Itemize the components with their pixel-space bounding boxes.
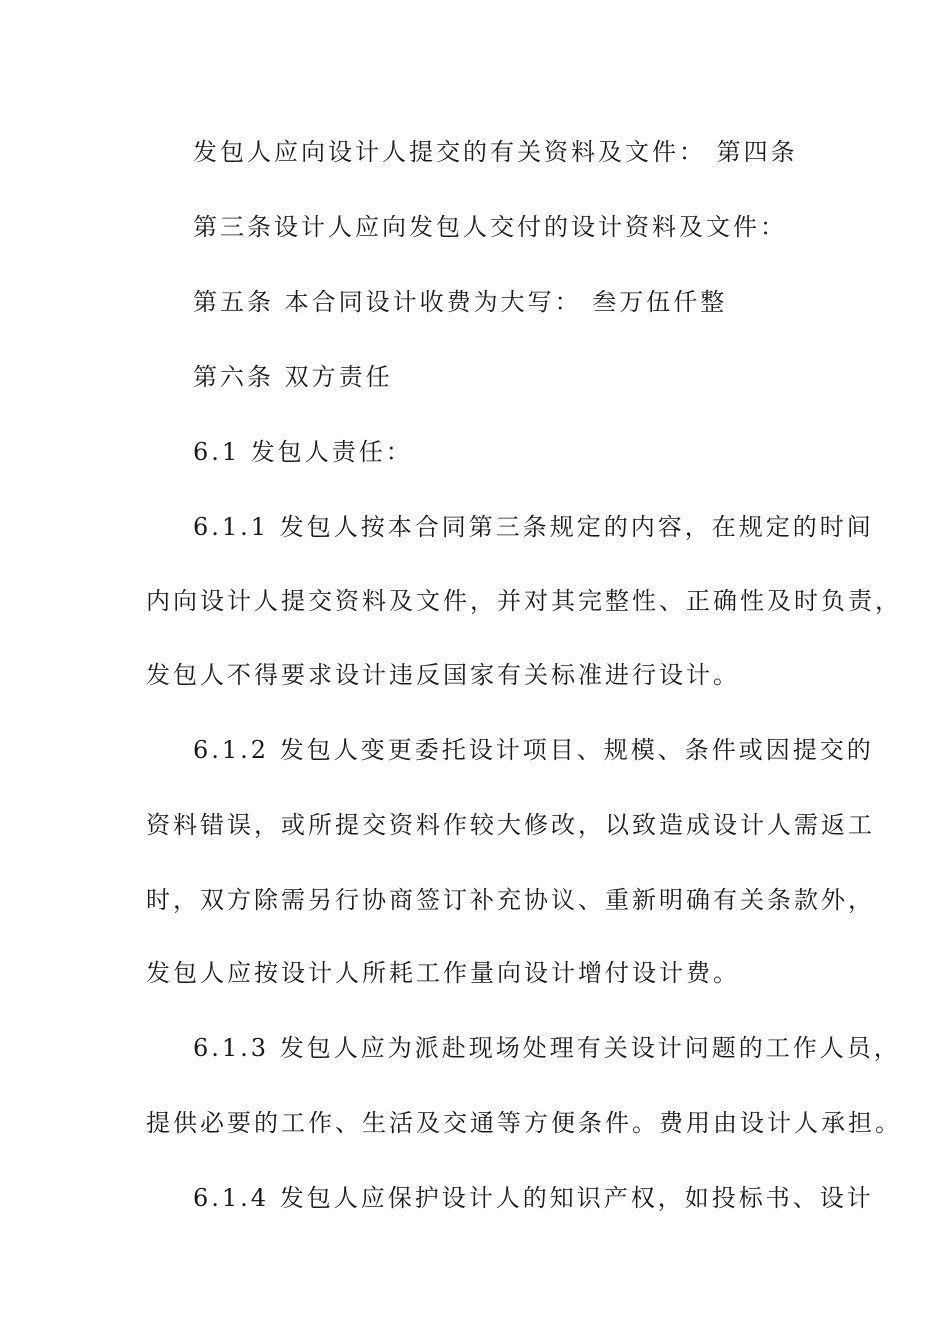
text-line-clause-6-1-3-start: 6.1.3 发包人应为派赴现场处理有关设计问题的工作人员， (193, 1034, 901, 1062)
text-line-clause-6-1-2-end: 发包人应按设计人所耗工作量向设计增付设计费。 (146, 959, 740, 987)
text-line-article-4-materials: 发包人应向设计人提交的有关资料及文件： 第四条 (193, 138, 798, 166)
text-line-clause-6-1-1-end: 发包人不得要求设计违反国家有关标准进行设计。 (146, 661, 740, 689)
text-line-article-6-heading: 第六条 双方责任 (193, 363, 393, 391)
text-line-clause-6-1-2-start: 6.1.2 发包人变更委托设计项目、规模、条件或因提交的 (193, 736, 874, 764)
text-line-article-5-fee: 第五条 本合同设计收费为大写： 叁万伍仟整 (193, 288, 728, 316)
text-line-clause-6-1-4-start: 6.1.4 发包人应保护设计人的知识产权，如投标书、设计 (193, 1184, 874, 1212)
text-line-article-3: 第三条设计人应向发包人交付的设计资料及文件： (193, 213, 787, 241)
text-line-clause-6-1-3-end: 提供必要的工作、生活及交通等方便条件。费用由设计人承担。 (146, 1109, 902, 1137)
text-line-clause-6-1-2-cont1: 资料错误，或所提交资料作较大修改，以致造成设计人需返工 (146, 811, 875, 839)
text-line-section-6-1: 6.1 发包人责任： (193, 438, 413, 466)
text-line-clause-6-1-1-start: 6.1.1 发包人按本合同第三条规定的内容，在规定的时间 (193, 513, 874, 541)
text-line-clause-6-1-1-cont: 内向设计人提交资料及文件，并对其完整性、正确性及时负责， (146, 587, 902, 615)
text-line-clause-6-1-2-cont2: 时，双方除需另行协商签订补充协议、重新明确有关条款外， (146, 886, 875, 914)
